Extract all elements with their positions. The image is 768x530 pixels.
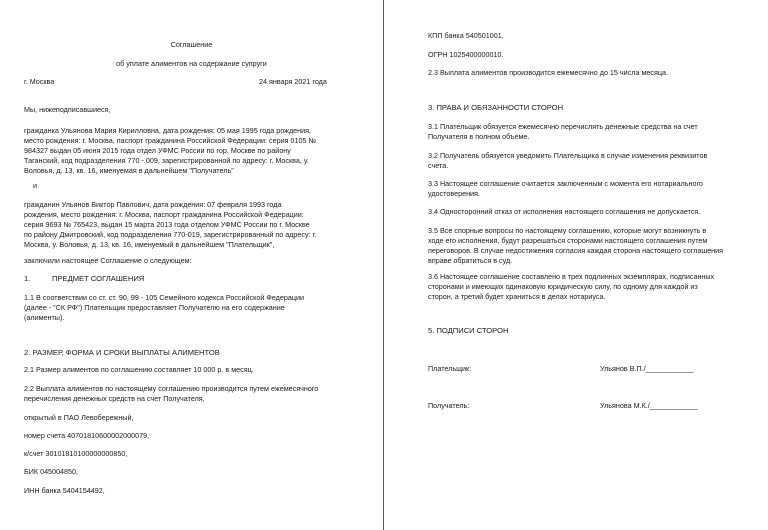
account-number: номер счета 40701810600002000079, xyxy=(24,431,150,440)
clause-line: (далее - "СК РФ") Плательщик предоставляет Получателю на его содержание xyxy=(24,303,285,312)
party2-line: по району Дмитровский, код подразделения 770-019, зарегистрированный по адресу: г. xyxy=(24,230,317,239)
document-title: Соглашение xyxy=(170,40,213,49)
clause-line: 3.1 Плательщик обязуется ежемесячно перечислять денежные средства на счет xyxy=(428,122,698,131)
clause-2-3: 2.3 Выплата алиментов производится ежемесячно до 15 числа месяца. xyxy=(428,68,669,77)
and-text: и xyxy=(33,181,38,190)
party1-line: Таганский, код подразделения 770 - 009, зарегистрированной по адресу: г. Москва, у. xyxy=(24,156,309,165)
party2-line: рождения, место рождения: г. Москва, паспорт гражданина Российской Федерации: xyxy=(24,210,304,219)
clause-line: вправе обратиться в суд. xyxy=(428,256,513,265)
bank-name: открытый в ПАО Левобережный, xyxy=(24,413,134,422)
party1-line: Воловья, д. 13, кв. 16, именуемая в дальнейшем "Получатель" xyxy=(24,166,234,175)
party1-line: гражданка Ульянова Мария Кирилловна, дата рождения: 05 мая 1995 года рождения, xyxy=(24,126,312,135)
clause-line: сторон, а третий будет храниться в делах нотариуса. xyxy=(428,292,606,301)
clause-line: 3.5 Все спорные вопросы по настоящему соглашению, которые могут возникнуть в xyxy=(428,226,707,235)
clause-line: сторонами и имеющих одинаковую юридическую силу, по одному для каждой из xyxy=(428,282,698,291)
clause-line: переговоров. В случае недостижения согласия каждая сторона настоящего соглашения xyxy=(428,246,724,255)
city: г. Москва xyxy=(24,77,55,86)
recipient-label: Получатель: xyxy=(428,401,470,410)
clause-line: 1.1 В соответствии со ст. ст. 90, 99 - 105 Семейного кодекса Российской Федерации xyxy=(24,293,305,302)
clause-line: 2.2 Выплата алиментов по настоящему соглашению производится путем ежемесячного xyxy=(24,384,319,393)
clause-line: перечисления денежных средств на счет Получателя, xyxy=(24,394,205,403)
clause-line: 3.3 Настоящее соглашение считается заключенным с момента его нотариального xyxy=(428,179,703,188)
clause-line: (алименты). xyxy=(24,313,65,322)
party2-line: гражданин Ульянов Виктор Павлович, дата рождения: 07 февраля 1993 года xyxy=(24,200,282,209)
bik: БИК 045004850, xyxy=(24,467,79,476)
right-page xyxy=(385,0,768,530)
section3-heading: 3. ПРАВА И ОБЯЗАННОСТИ СТОРОН xyxy=(428,103,564,112)
party1-line: 984327 выдан 05 июня 2015 года отдел УФМС России по гор. Москве по району xyxy=(24,146,291,155)
clause-line: 3.6 Настоящее соглашение составлено в трех подлинных экземплярах, подписанных xyxy=(428,272,715,281)
payer-signature-line: Ульянов В.П./____________ xyxy=(600,364,694,373)
document-date: 24 января 2021 года xyxy=(259,77,327,86)
recipient-signature-line: Ульянова М.К./____________ xyxy=(600,401,698,410)
section2-heading: 2. РАЗМЕР, ФОРМА И СРОКИ ВЫПЛАТЫ АЛИМЕНТОВ xyxy=(24,348,220,357)
payer-label: Плательщик: xyxy=(428,364,472,373)
document-subtitle: об уплате алиментов на содержание супруги xyxy=(116,59,267,68)
correspondent-account: к/счет 30101810100000000850, xyxy=(24,449,128,458)
bank-inn: ИНН банка 5404154492, xyxy=(24,486,105,495)
clause-line: 3.2 Получатель обязуется уведомить Плательщика в случае изменения реквизитов xyxy=(428,151,708,160)
clause-2-1: 2.1 Размер алиментов по соглашению составляет 10 000 р. в месяц. xyxy=(24,365,254,374)
party2-line: Москва, у. Воловья, д. 13, кв. 16, именуемый в дальнейшем "Плательщик", xyxy=(24,240,275,249)
party2-line: серия 9693 № 765423, выдан 15 марта 2013 года отделом УФМС России по г. Москве xyxy=(24,220,310,229)
clause-line: счета. xyxy=(428,161,449,170)
concluded-text: заключили настоящее Соглашение о следующем: xyxy=(24,256,192,265)
section5-heading: 5. ПОДПИСИ СТОРОН xyxy=(428,326,509,335)
section1-number: 1. xyxy=(24,274,31,283)
clause-line: Получателя в полном объеме. xyxy=(428,132,530,141)
section1-heading: ПРЕДМЕТ СОГЛАШЕНИЯ xyxy=(52,274,145,283)
left-page xyxy=(0,0,383,530)
bank-ogrn: ОГРН 1025400000010. xyxy=(428,50,504,59)
clause-line: ходе его исполнения, будут разрешаться сторонами настоящего соглашения путем xyxy=(428,236,708,245)
clause-line: удостоверения. xyxy=(428,189,480,198)
page-divider xyxy=(383,0,384,530)
bank-kpp: КПП банка 540501001, xyxy=(428,31,504,40)
intro-text: Мы, нижеподписавшиеся, xyxy=(24,105,111,114)
clause-3-4: 3.4 Односторонний отказ от исполнения настоящего соглашения не допускается. xyxy=(428,207,701,216)
party1-line: место рождения: г. Москва, паспорт гражданина Российской Федерации: серия 0105 № xyxy=(24,136,317,145)
